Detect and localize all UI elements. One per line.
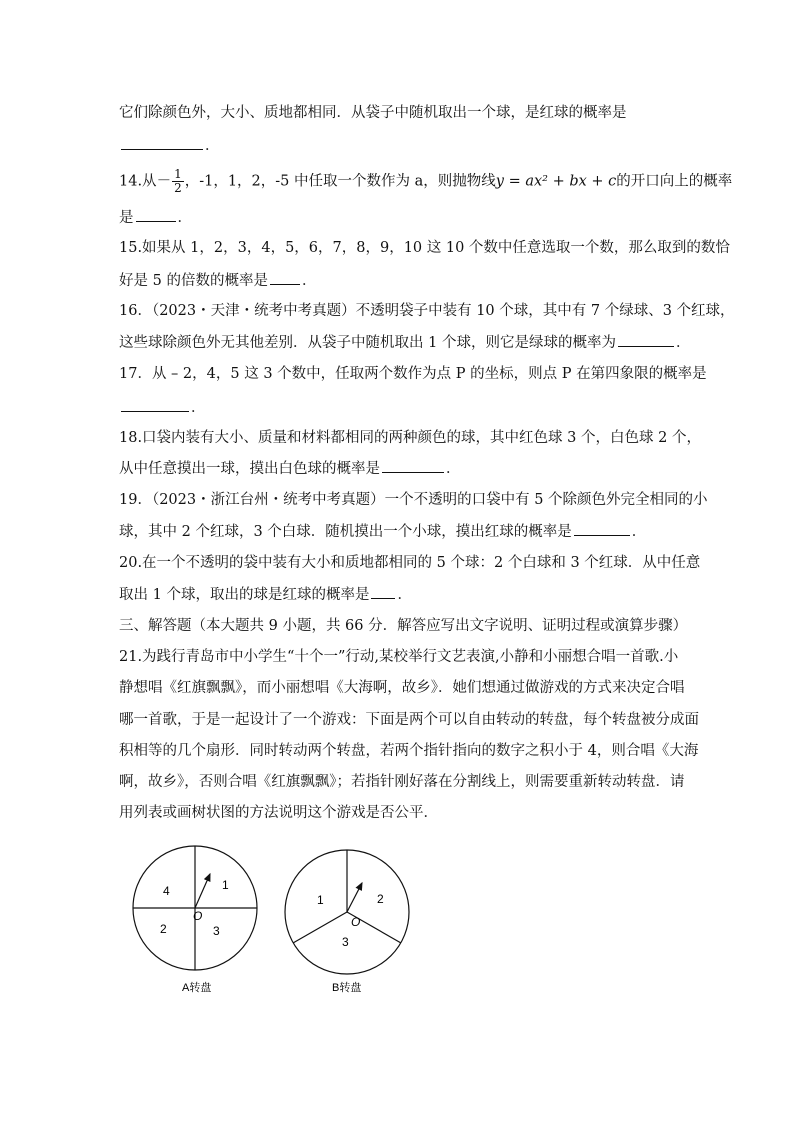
question-17-line-1: 17．从 – 2，4，5 这 3 个数中，任取两个数作为点 P 的坐标，则点 P 在第四象限的概率是 xyxy=(119,366,707,382)
spinner-b-sector-label: 2 xyxy=(377,892,384,906)
spinner-b-center-label: O xyxy=(351,915,361,929)
spinner-a-caption: A转盘 xyxy=(182,982,212,994)
question-16-line-1: 16．（2023・天津・统考中考真题）不透明袋子中装有 10 个球，其中有 7 个绿球、3 个红球， xyxy=(119,303,735,319)
question-14-line-2: 是 ． xyxy=(119,207,192,228)
question-14-line-1: 14.从－ $\frac{1}{2}$ ，-1，1，2，-5 中任取一个数作为 a，则抛物线y = ax² + bx + c的开口向上的概率 xyxy=(119,167,733,195)
section-3-heading: 三、解答题（本大题共 9 小题，共 66 分．解答应写出文字说明、证明过程或演算步骤） xyxy=(119,618,688,634)
spinner-a-sector-label: 2 xyxy=(160,922,167,936)
spinner-b-sector-label: 1 xyxy=(317,893,324,907)
fraction: $\frac{1}{2}$ xyxy=(174,167,182,195)
question-19-line-1: 19．（2023・浙江台州・统考中考真题）一个不透明的口袋中有 5 个除颜色外完全相同的小 xyxy=(119,492,708,508)
question-21-line-3: 哪一首歌，于是一起设计了一个游戏：下面是两个可以自由转动的转盘，每个转盘被分成面 xyxy=(119,712,699,728)
answer-blank[interactable] xyxy=(574,521,630,536)
text-line-2: ． xyxy=(119,135,220,156)
spinner-b-sector-label: 3 xyxy=(342,935,349,949)
spinner-b xyxy=(285,850,409,994)
answer-blank[interactable] xyxy=(371,584,395,599)
spinner-a-pointer xyxy=(195,874,210,908)
question-18-line-2: 从中任意摸出一球，摸出白色球的概率是 ． xyxy=(119,458,461,479)
text-line-1: 它们除颜色外，大小、质地都相同．从袋子中随机取出一个球，是红球的概率是 xyxy=(119,105,627,121)
question-15-line-2: 好是 5 的倍数的概率是 ． xyxy=(119,270,316,291)
question-15-line-1: 15.如果从 1，2，3，4，5，6，7，8，9，10 这 10 个数中任意选取一个数，那么取到的数恰 xyxy=(119,240,730,256)
answer-blank[interactable] xyxy=(121,135,203,150)
spinners-figure xyxy=(120,835,420,1005)
question-20-line-2: 取出 1 个球，取出的球是红球的概率是 ． xyxy=(119,584,412,605)
question-17-line-2: ． xyxy=(119,397,206,418)
answer-blank[interactable] xyxy=(136,207,176,222)
spinner-b-divider xyxy=(293,912,347,943)
spinner-b-caption: B转盘 xyxy=(332,982,362,994)
question-21-line-4: 积相等的几个扇形．同时转动两个转盘，若两个指针指向的数字之积小于 4，则合唱《大海 xyxy=(119,743,699,759)
question-20-line-1: 20.在一个不透明的袋中装有大小和质地都相同的 5 个球：2 个白球和 3 个红球．从中任意 xyxy=(119,555,701,571)
spinner-a xyxy=(133,846,257,994)
spinner-a-sector-label: 3 xyxy=(213,924,220,938)
spinner-b-pointer xyxy=(347,883,362,912)
answer-blank[interactable] xyxy=(121,397,189,412)
question-21-line-5: 啊，故乡》，否则合唱《红旗飘飘》；若指针刚好落在分割线上，则需要重新转动转盘．请 xyxy=(119,774,685,790)
answer-blank[interactable] xyxy=(382,458,444,473)
question-21-line-6: 用列表或画树状图的方法说明这个游戏是否公平． xyxy=(119,805,438,821)
answer-blank[interactable] xyxy=(618,332,674,347)
spinner-a-sector-label: 4 xyxy=(163,884,170,898)
spinner-a-center-label: O xyxy=(193,909,203,923)
question-18-line-1: 18.口袋内装有大小、质量和材料都相同的两种颜色的球，其中红色球 3 个，白色球 2 个， xyxy=(119,430,701,446)
formula: y = ax² + bx + c xyxy=(495,173,617,190)
question-21-line-1: 21.为践行青岛市中小学生“十个一”行动,某校举行文艺表演,小静和小丽想合唱一首歌.小 xyxy=(119,649,679,665)
question-16-line-2: 这些球除颜色外无其他差别．从袋子中随机取出 1 个球，则它是绿球的概率为 ． xyxy=(119,332,690,353)
answer-blank[interactable] xyxy=(270,270,300,285)
question-19-line-2: 球，其中 2 个红球，3 个白球．随机摸出一个小球，摸出红球的概率是 ． xyxy=(119,521,646,542)
question-21-line-2: 静想唱《红旗飘飘》，而小丽想唱《大海啊，故乡》．她们想通过做游戏的方式来决定合唱 xyxy=(119,680,685,696)
spinner-a-sector-label: 1 xyxy=(222,878,229,892)
